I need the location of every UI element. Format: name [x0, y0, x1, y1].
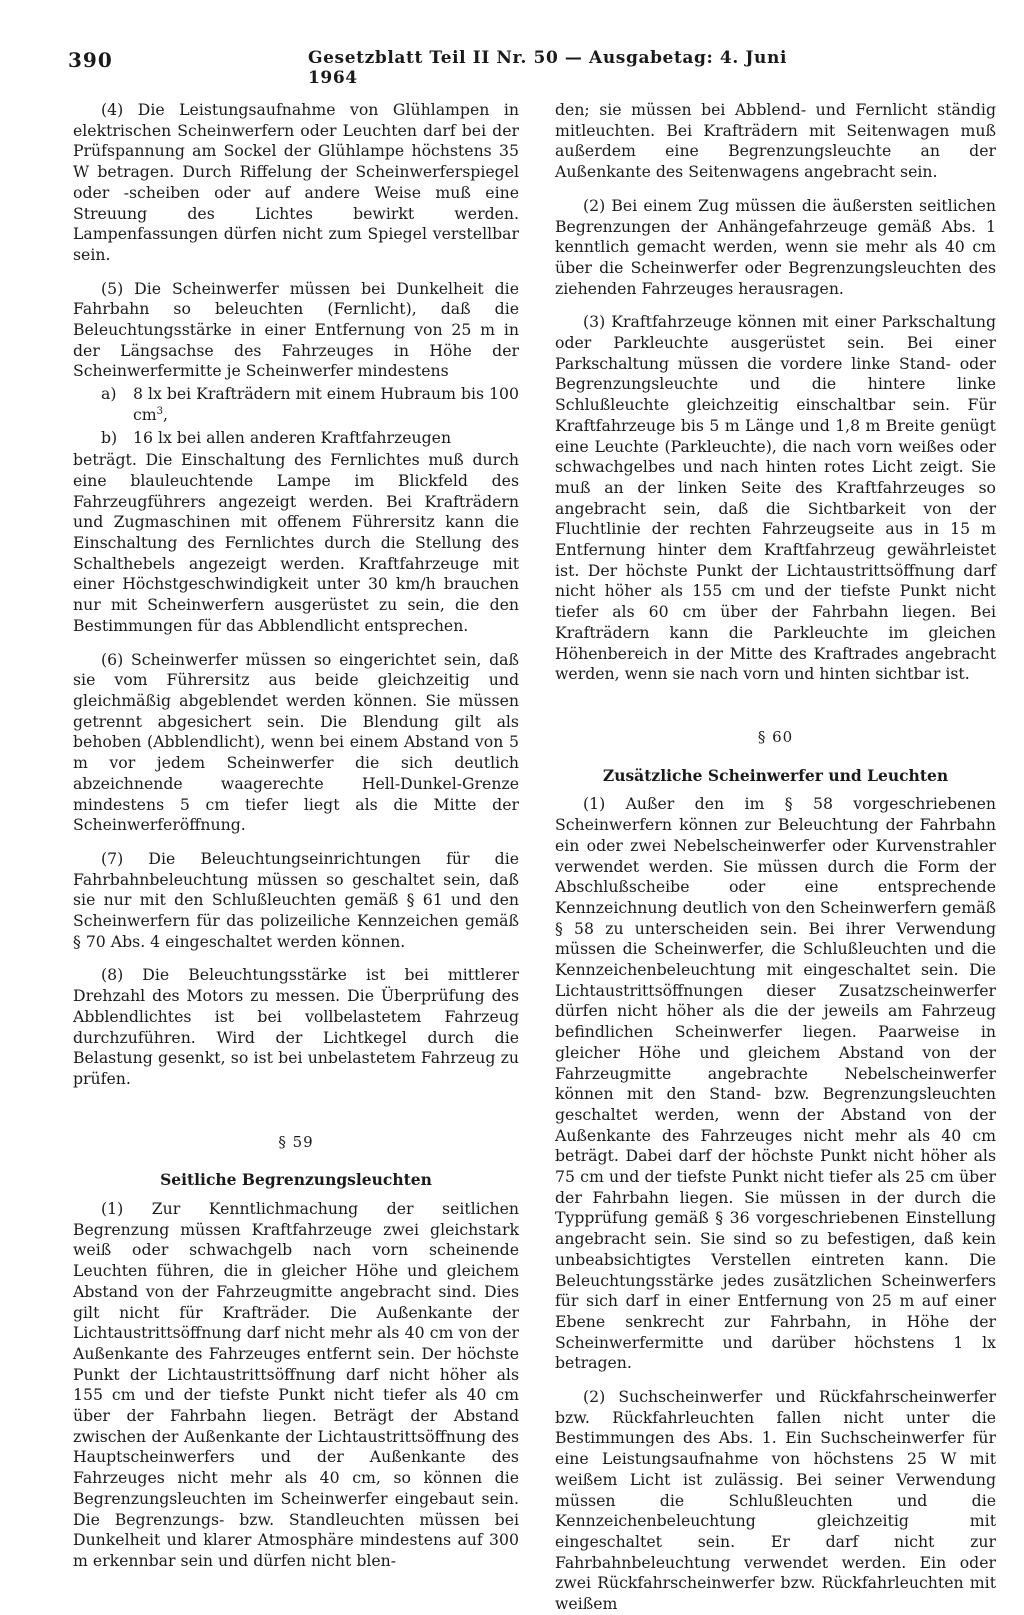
section-60-title: Zusätzliche Scheinwerfer und Leuchten: [602, 765, 949, 785]
paragraph-4: (4) Die Leistungsaufnahme von Glühlampen in elektrischen Scheinwerfern oder Leuchten darf bei der Prüfspannung am Sockel der Glühlampe höchstens 35 W betragen. Durch Riffelung der Scheinwerferspiegel oder -scheiben oder auf andere Weise muß eine Streuung des Lichtes bewirkt werden. Lampenfassungen dürfen nicht zum Spiegel verstellbar sein.: [73, 100, 519, 264]
section-59-paragraph-2: (2) Bei einem Zug müssen die äußersten seitlichen Begrenzungen der Anhängefahrzeuge gemäß Abs. 1 kenntlich gemacht werden, wenn sie mehr als 40 cm über die Scheinwerfer oder Begrenzungsleuchten des ziehenden Fahrzeuges herausragen.: [555, 195, 996, 298]
left-column: [73, 100, 519, 1572]
list-text-b: 16 lx bei allen anderen Kraftfahrzeugen: [133, 427, 452, 447]
paragraph-5-continuation: beträgt. Die Einschaltung des Fernlichtes muß durch eine blauleuchtende Lampe im Blickfeld des Fahrzeugführers angezeigt werden. Bei Krafträdern und Zugmaschinen mit offenem Führersitz kann die Einschaltung des Fernlichtes durch die Stellung des Schalthebels angezeigt werden. Kraftfahrzeuge mit einer Höchstgeschwindigkeit unter 30 km/h brauchen nur mit Scheinwerfern ausgerüstet zu sein, die den Bestimmungen für das Abblendlicht entsprechen.: [73, 450, 519, 635]
list-label-a: a): [101, 384, 117, 404]
section-59-paragraph-1-continuation: den; sie müssen bei Abblend- und Fernlicht ständig mitleuchten. Bei Krafträdern mit Seitenwagen muß außerdem eine Begrenzungsleuchte an der Außenkante des Seitenwagens angebracht sein.: [555, 100, 996, 182]
list-text-a: 8 lx bei Krafträdern mit einem Hubraum bis 100 $cm^3$,: [133, 384, 520, 424]
section-60-number: § 60: [757, 727, 794, 746]
section-59-title: Seitliche Begrenzungsleuchten: [160, 1170, 432, 1190]
paragraph-7: (7) Die Beleuchtungseinrichtungen für die Fahrbahnbeleuchtung müssen so geschaltet sein, daß sie nur mit den Schlußleuchten gemäß § 61 und den Scheinwerfern für das polizeiliche Kennzeichen gemäß § 70 Abs. 4 eingeschaltet werden können.: [73, 848, 519, 951]
section-59-number: § 59: [278, 1132, 314, 1151]
page-number: 390: [68, 48, 113, 72]
list-item-a: [101, 384, 519, 425]
section-59-paragraph-1: (1) Zur Kenntlichmachung der seitlichen Begrenzung müssen Kraftfahrzeuge zwei gleichstark weiß oder schwachgelb nach vorn scheinende Leuchten führen, die in gleicher Höhe und gleichem Abstand von der Fahrzeugmitte angebracht sind. Dies gilt nicht für Krafträder. Die Außenkante der Lichtaustrittsöffnung darf nicht mehr als 40 cm von der Außenkante des Fahrzeuges entfernt sein. Der höchste Punkt der Lichtaustrittsöffnung darf nicht höher als 155 cm und der tiefste Punkt nicht tiefer als 40 cm über der Fahrbahn liegen. Beträgt der Abstand zwischen der Außenkante der Lichtaustrittsöffnung des Hauptscheinwerfers und der Außenkante des Fahrzeuges nicht mehr als 40 cm, so können die Begrenzungsleuchten im Scheinwerfer eingebaut sein. Die Begrenzungs- bzw. Standleuchten müssen bei Dunkelheit und klarer Atmosphäre mindestens auf 300 m erkennbar sein und dürfen nicht blen-: [73, 1199, 519, 1570]
list-label-b: b): [101, 427, 118, 447]
section-59-paragraph-3: (3) Kraftfahrzeuge können mit einer Parkschaltung oder Parkleuchte ausgerüstet sein. Bei einer Parkschaltung müssen die vordere linke Stand- oder Begrenzungsleuchte und die hintere linke Schlußleuchte gleichzeitig einschaltbar sein. Für Kraftfahrzeuge bis 5 m Länge und 1,8 m Breite genügt eine Leuchte (Parkleuchte), die nach vorn weißes oder schwachgelbes und nach hinten rotes Licht zeigt. Sie muß an der linken Seite des Kraftfahrzeuges so angebracht sein, daß die Sichtbarkeit von der Fluchtlinie der rechten Fahrzeugseite aus in 15 m Entfernung hinter dem Kraftfahrzeug gewährleistet ist. Der höchste Punkt der Lichtaustrittsöffnung darf nicht höher als 155 cm und der tiefste Punkt nicht tiefer als 60 cm über der Fahrbahn liegen. Bei Krafträdern kann die Parkleuchte im gleichen Höhenbereich in der Mitte des Kraftrades angebracht werden, wenn sie nach vorn und hinten sichtbar ist.: [555, 312, 996, 684]
paragraph-5-intro: (5) Die Scheinwerfer müssen bei Dunkelheit die Fahrbahn so beleuchten (Fernlicht), daß die Beleuchtungsstärke in einer Entfernung von 25 m in der Längsachse des Fahrzeuges in Höhe der Scheinwerfermitte je Scheinwerfer mindestens: [73, 278, 519, 381]
list-item-b: [101, 428, 519, 449]
section-60-paragraph-2: (2) Suchscheinwerfer und Rückfahrscheinwerfer bzw. Rückfahrleuchten fallen nicht unter die Bestimmungen des Abs. 1. Ein Suchscheinwerfer für eine Leistungsaufnahme von höchstens 25 W mit weißem Licht ist zulässig. Bei seiner Verwendung müssen die Schlußleuchten und die Kennzeichenbeleuchtung gleichzeitig mit eingeschaltet sein. Er darf nicht zur Fahrbahnbeleuchtung verwendet werden. Ein oder zwei Rückfahrscheinwerfer bzw. Rückfahrleuchten mit weißem: [555, 1387, 996, 1614]
paragraph-8: (8) Die Beleuchtungsstärke ist bei mittlerer Drehzahl des Motors zu messen. Die Überprüfung des Abblendlichtes ist bei vollbelastetem Fahrzeug durchzuführen. Wird der Lichtkegel durch die Belastung gesenkt, so ist bei unbelastetem Fahrzeug zu prüfen.: [73, 965, 519, 1088]
paragraph-6: (6) Scheinwerfer müssen so eingerichtet sein, daß sie vom Führersitz aus beide gleichzeitig und gleichmäßig abgeblendet werden können. Sie müssen getrennt abgesichert sein. Die Blendung gilt als behoben (Abblendlicht), wenn bei einem Abstand von 5 m vor jedem Scheinwerfer die sich deutlich abzeichnende waagerechte Hell-Dunkel-Grenze mindestens 5 cm tiefer liegt als die Mitte der Scheinwerferöffnung.: [73, 649, 519, 835]
superscript-3: 3: [156, 405, 164, 417]
section-60-paragraph-1: (1) Außer den im § 58 vorgeschriebenen Scheinwerfern können zur Beleuchtung der Fahrbahn ein oder zwei Nebelscheinwerfer oder Kurvenstrahler verwendet werden. Sie müssen durch die Form der Abschlußscheibe oder eine entsprechende Kennzeichnung deutlich von den Scheinwerfern gemäß § 58 zu unterscheiden sein. Bei ihrer Verwendung müssen die Scheinwerfer, die Schlußleuchten und die Kennzeichenbeleuchtung mit eingeschaltet sein. Die Lichtaustrittsöffnungen dieser Zusatzscheinwerfer dürfen nicht höher als die der jeweils am Fahrzeug befindlichen Scheinwerfer liegen. Paarweise in gleicher Höhe und gleichem Abstand von der Fahrzeugmitte angebrachte Nebelscheinwerfer können mit den Stand- bzw. Begrenzungsleuchten geschaltet werden, wenn der Abstand von der Außenkante des Fahrzeuges nicht mehr als 40 cm beträgt. Dabei darf der höchste Punkt nicht höher als 75 cm und der tiefste Punkt nicht tiefer als 25 cm über der Fahrbahn liegen. Sie müssen in der durch die Typprüfung gemäß § 36 vorgeschriebenen Einstellung angebracht sein. Sie sind so zu befestigen, daß kein unbeabsichtigtes Verstellen eintreten kann. Die Beleuchtungsstärke jedes zusätzlichen Scheinwerfers für sich darf in einer Entfernung von 25 m auf einer Ebene senkrecht zur Fahrbahn, in Höhe der Scheinwerfermitte und darüber höchstens 1 lx betragen.: [555, 794, 997, 1373]
page-header: [68, 48, 788, 88]
running-head: Gesetzblatt Teil II Nr. 50 — Ausgabetag: 4. Juni 1964: [308, 48, 788, 88]
right-column: [555, 100, 996, 1615]
